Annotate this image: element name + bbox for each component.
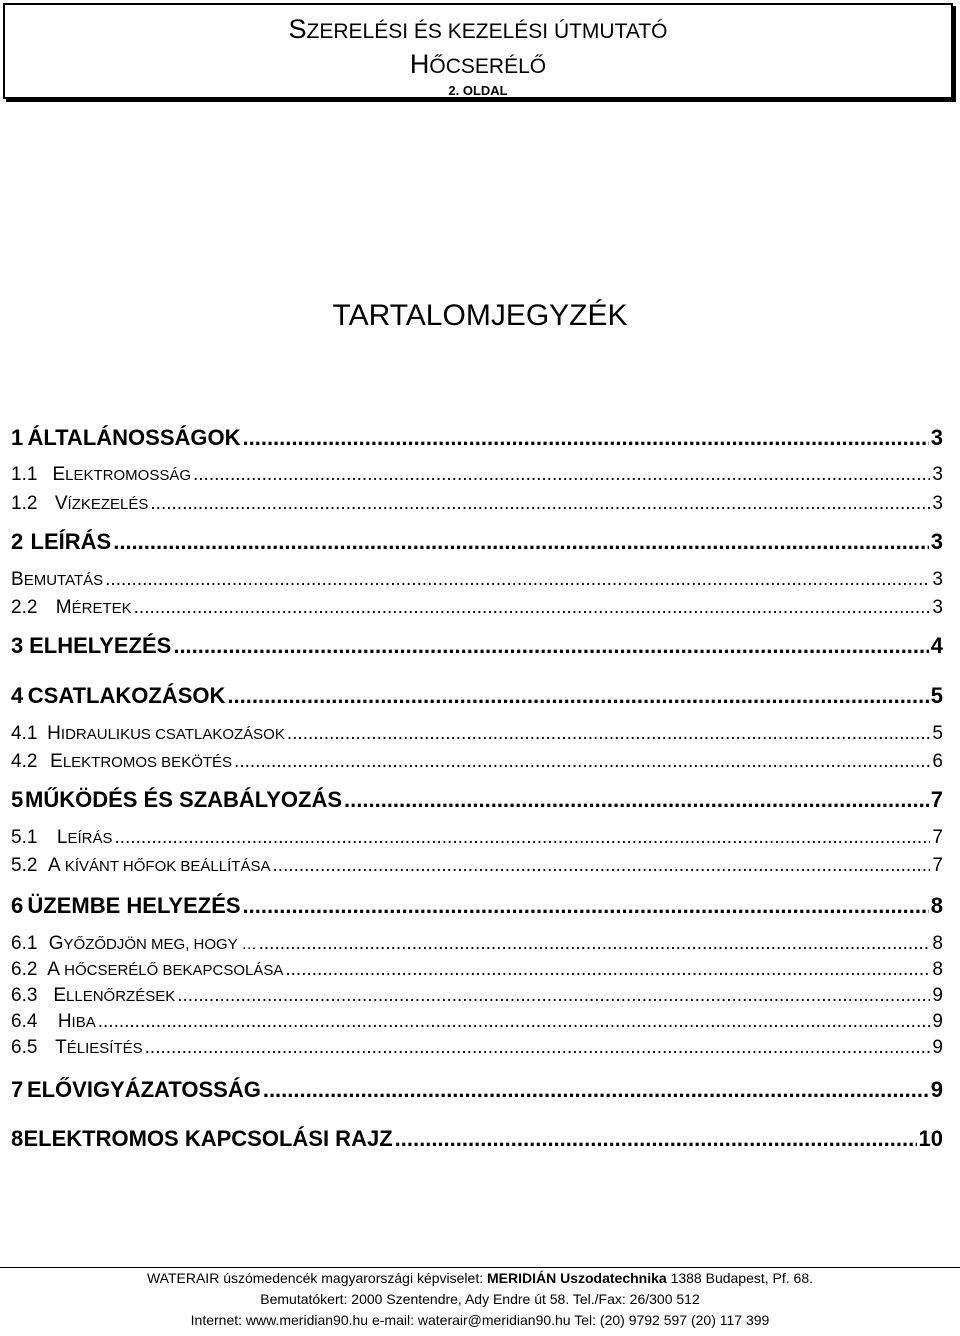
document-title: SZERELÉSI ÉS KEZELÉSI ÚTMUTATÓ xyxy=(288,14,668,44)
document-subtitle: HŐCSERÉLŐ xyxy=(409,49,547,79)
toc-entry[interactable]: 6.1 GYŐZŐDJÖN MEG, HOGY … ..... 8 xyxy=(11,932,943,956)
toc-entry[interactable]: 6 ÜZEMBE HELYEZÉS ..... 8 xyxy=(11,892,943,920)
toc-entry[interactable]: 5.1 LEÍRÁS ..... 7 xyxy=(11,826,943,850)
toc-title: TARTALOMJEGYZÉK xyxy=(332,299,628,332)
toc-entry[interactable]: 1 ÁLTALÁNOSSÁGOK ..... 3 xyxy=(11,424,943,452)
toc-entry[interactable]: 5 MŰKÖDÉS ÉS SZABÁLYOZÁS ..... 7 xyxy=(11,786,943,814)
page-footer xyxy=(0,1267,960,1336)
page-label: 2. OLDAL xyxy=(448,83,508,98)
toc-entry[interactable]: 4.1 HIDRAULIKUS CSATLAKOZÁSOK ..... 5 xyxy=(11,722,943,746)
toc-entry[interactable]: 4 CSATLAKOZÁSOK ..... 5 xyxy=(11,682,943,710)
toc-entry[interactable]: 4.2 ELEKTROMOS BEKÖTÉS ..... 6 xyxy=(11,750,943,774)
toc-entry[interactable]: 8 ELEKTROMOS KAPCSOLÁSI RAJZ ..... 10 xyxy=(11,1125,943,1153)
toc-entry[interactable]: 6.2 A HŐCSERÉLŐ BEKAPCSOLÁSA ..... 8 xyxy=(11,958,943,982)
toc-entry[interactable]: 6.5 TÉLIESÍTÉS ..... 9 xyxy=(11,1036,943,1060)
toc-entry[interactable]: 1.2 VÍZKEZELÉS ..... 3 xyxy=(11,492,943,516)
toc-entry[interactable]: 7 ELŐVIGYÁZATOSSÁG ..... 9 xyxy=(11,1076,943,1104)
toc-entry[interactable]: 6.4 HIBA ..... 9 xyxy=(11,1010,943,1034)
toc-entry[interactable]: 2 LEÍRÁS ..... 3 xyxy=(11,528,943,556)
toc-entry[interactable]: 3 ELHELYEZÉS ..... 4 xyxy=(11,632,943,660)
footer-line-1: WATERAIR úszómedencék magyarországi képviselet: MERIDIÁN Uszodatechnika 1388 Budapest, Pf. 68. xyxy=(146,1270,814,1286)
toc-entry[interactable]: 1.1 ELEKTROMOSSÁG ..... 3 xyxy=(11,463,943,487)
footer-line-2: Bemutatókert: 2000 Szentendre, Ady Endre út 58. Tel./Fax: 26/300 512 xyxy=(260,1291,700,1307)
toc-entry[interactable]: 5.2 A KÍVÁNT HŐFOK BEÁLLÍTÁSA ..... 7 xyxy=(11,854,943,878)
toc-entry[interactable]: 6.3 ELLENŐRZÉSEK ..... 9 xyxy=(11,984,943,1008)
toc-entry[interactable]: BEMUTATÁS ..... 3 xyxy=(11,568,943,592)
toc-entry[interactable]: 2.2 MÉRETEK ..... 3 xyxy=(11,596,943,620)
footer-line-3: Internet: www.meridian90.hu e-mail: waterair@meridian90.hu Tel: (20) 9792 597 (20) 117 399 xyxy=(190,1312,770,1328)
